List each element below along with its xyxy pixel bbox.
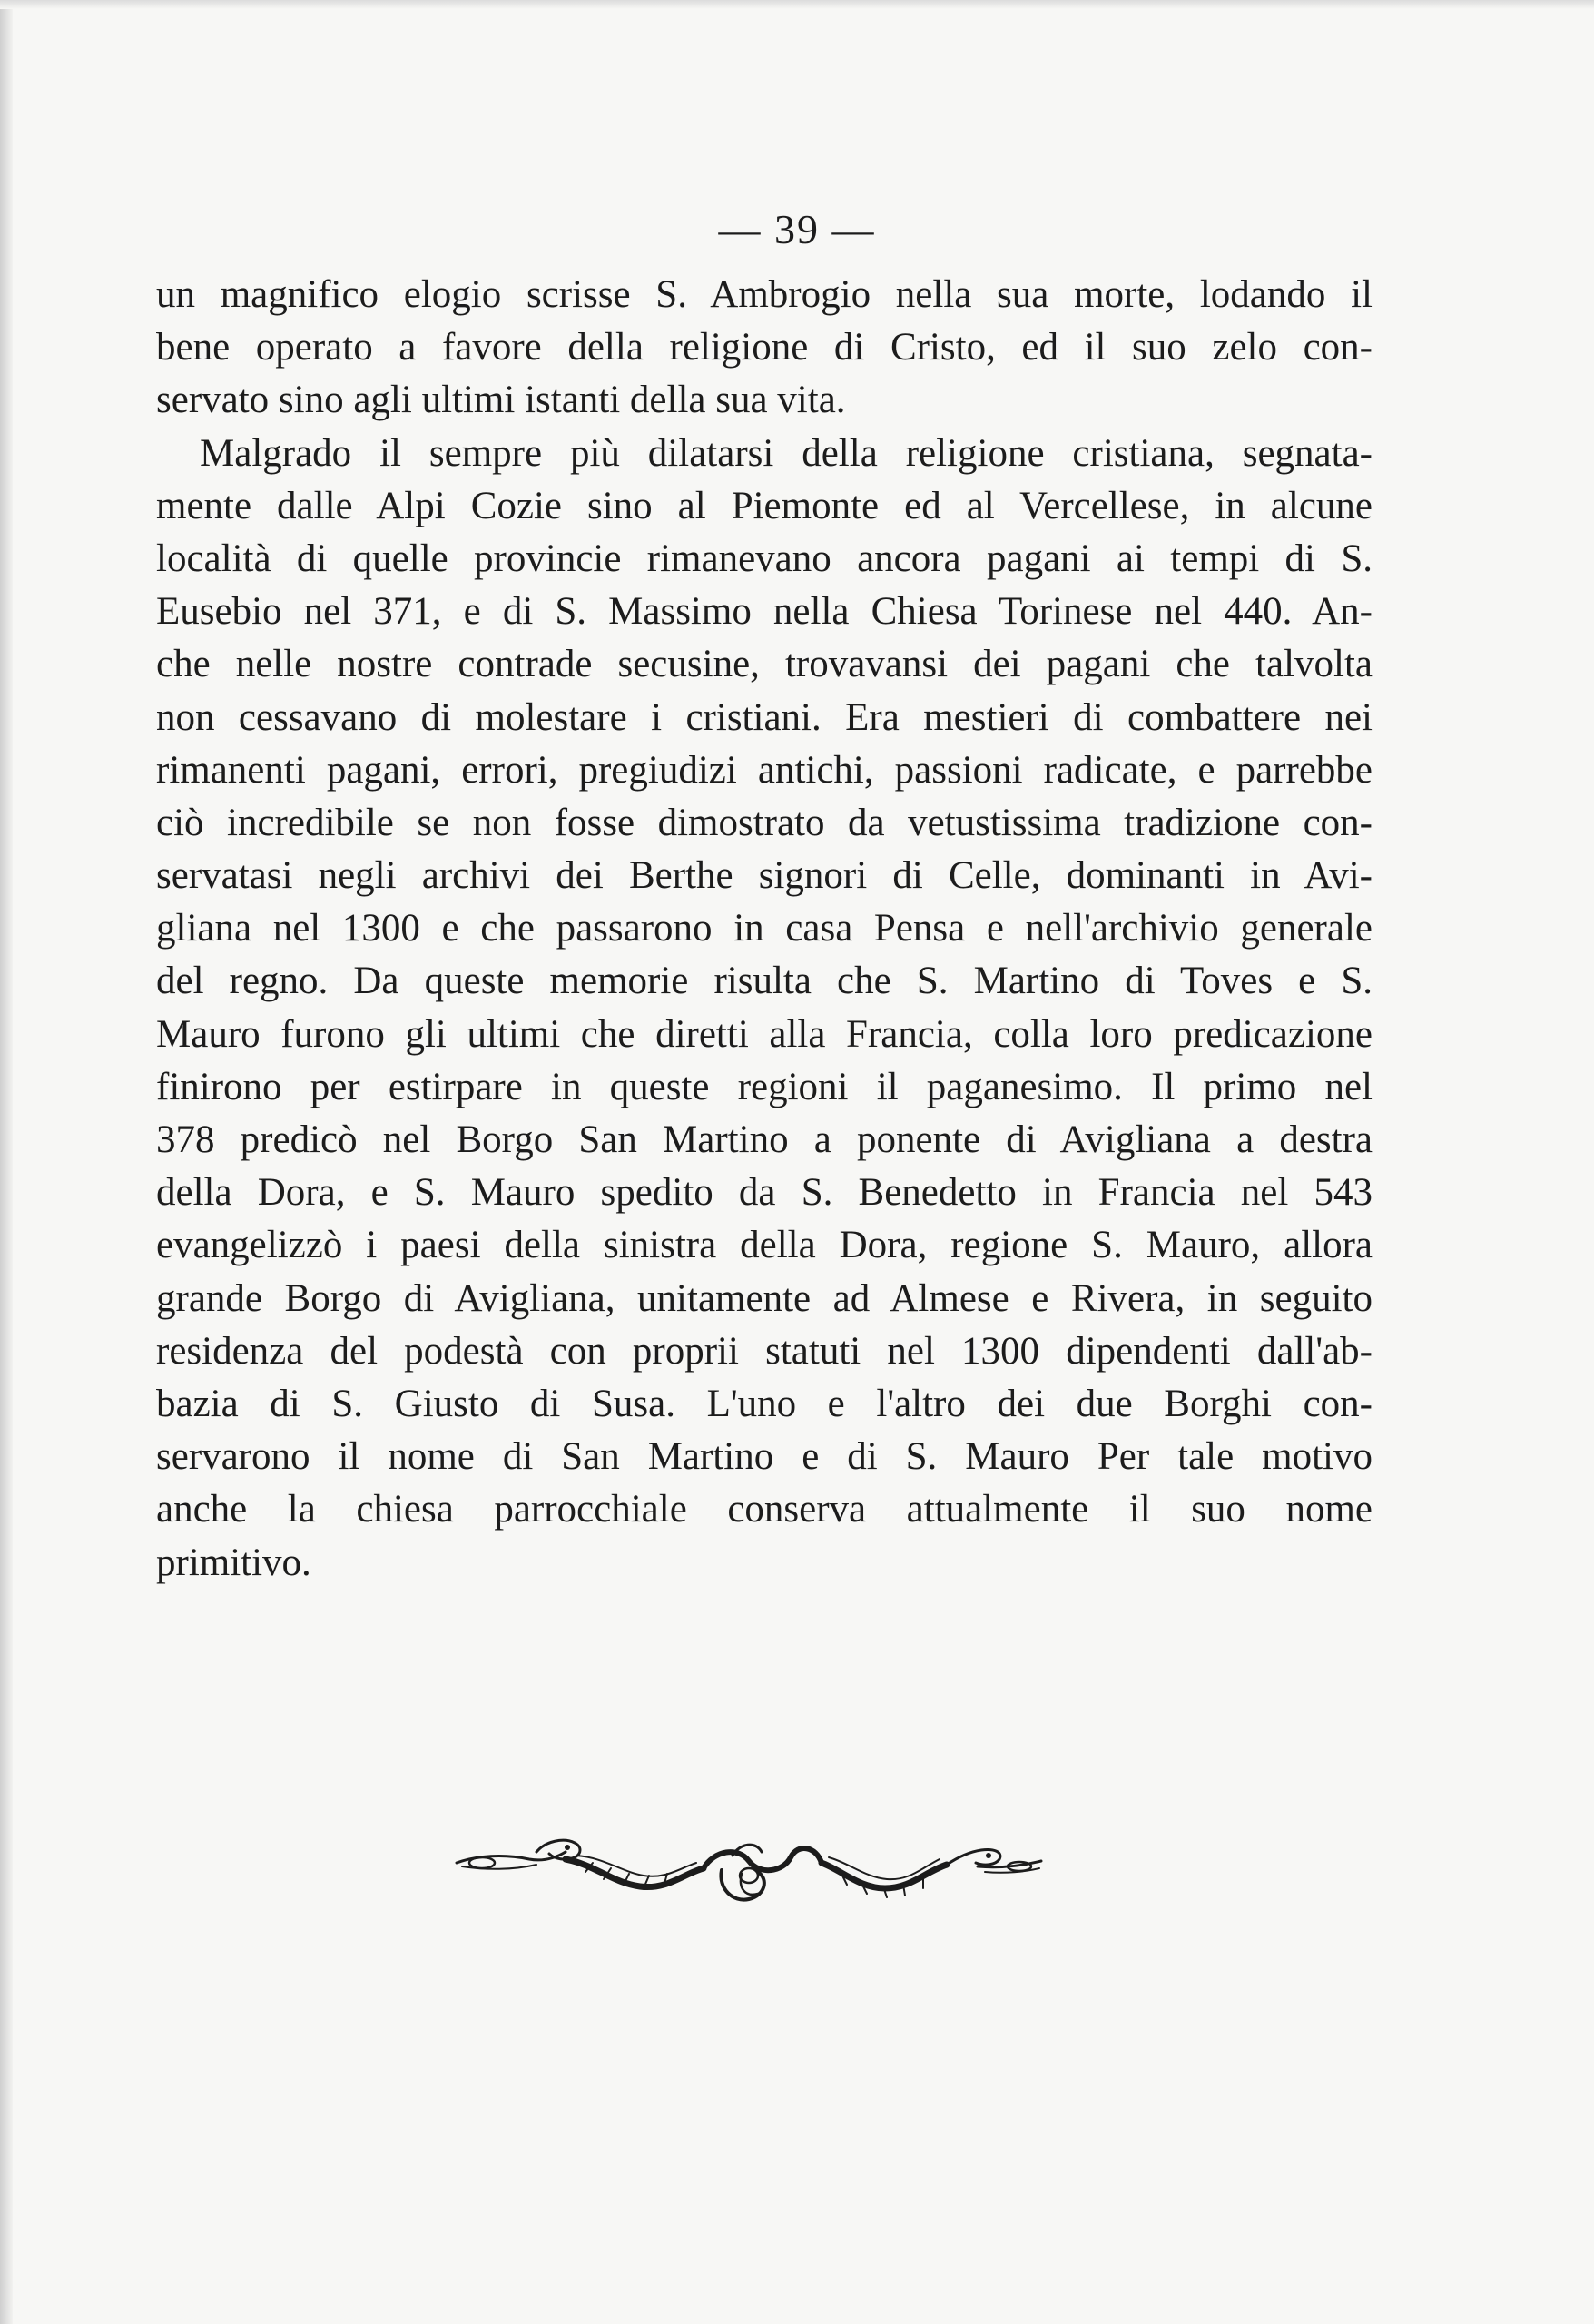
text-line: Eusebio nel 371, e di S. Massimo nella Chiesa Torinese nel 440. An- (156, 590, 1373, 634)
text-line: non cessavano di molestare i cristiani. Era mestieri di combattere nei (156, 695, 1373, 739)
text-line: rimanenti pagani, errori, pregiudizi antichi, passioni radicate, e parrebbe (156, 748, 1373, 792)
page-scan-edge-top (0, 0, 1594, 9)
page-number: — 39 — (718, 206, 876, 252)
text-line: grande Borgo di Avigliana, unitamente ad Almese e Rivera, in seguito (156, 1276, 1373, 1320)
text-line: Mauro furono gli ultimi che diretti alla Francia, colla loro predicazione (156, 1012, 1373, 1056)
text-line: bene operato a favore della religione di Cristo, ed il suo zelo con- (156, 326, 1373, 369)
page-scan-edge-left (0, 0, 13, 2324)
text-line: della Dora, e S. Mauro spedito da S. Benedetto in Francia nel 543 (156, 1171, 1373, 1215)
text-line: un magnifico elogio scrisse S. Ambrogio nella sua morte, lodando il (156, 273, 1373, 316)
text-line: primitivo. (156, 1541, 311, 1584)
text-line: evangelizzò i paesi della sinistra della Dora, regione S. Mauro, allora (156, 1224, 1373, 1267)
text-line: servato sino agli ultimi istanti della sua vita. (156, 379, 846, 422)
text-line: anche la chiesa parrocchiale conserva attualmente il suo nome (156, 1488, 1373, 1531)
text-line: servarono il nome di San Martino e di S. Mauro Per tale motivo (156, 1435, 1373, 1479)
text-line: servatasi negli archivi dei Berthe signori di Celle, dominanti in Avi- (156, 854, 1373, 898)
text-line: residenza del podestà con proprii statuti nel 1300 dipendenti dall'ab- (156, 1329, 1373, 1373)
body-text (156, 269, 1373, 1590)
paragraph-first-line: Malgrado il sempre più dilatarsi della religione cristiana, segnata- (200, 431, 1373, 475)
text-line: gliana nel 1300 e che passarono in casa Pensa e nell'archivio generale (156, 907, 1373, 950)
decorative-scroll-ornament-icon (449, 1816, 1048, 1915)
text-line: che nelle nostre contrade secusine, trovavansi dei pagani che talvolta (156, 643, 1373, 686)
text-line: mente dalle Alpi Cozie sino al Piemonte ed al Vercellese, in alcune (156, 484, 1373, 527)
text-line: località di quelle provincie rimanevano ancora pagani ai tempi di S. (156, 537, 1373, 580)
text-line: finirono per estirpare in queste regioni il paganesimo. Il primo nel (156, 1065, 1373, 1108)
text-line: ciò incredibile se non fosse dimostrato da vetustissima tradizione con- (156, 801, 1373, 844)
text-line: bazia di S. Giusto di Susa. L'uno e l'altro dei due Borghi con- (156, 1382, 1373, 1425)
text-line: 378 predicò nel Borgo San Martino a ponente di Avigliana a destra (156, 1118, 1373, 1161)
text-line: del regno. Da queste memorie risulta che S. Martino di Toves e S. (156, 960, 1373, 1003)
